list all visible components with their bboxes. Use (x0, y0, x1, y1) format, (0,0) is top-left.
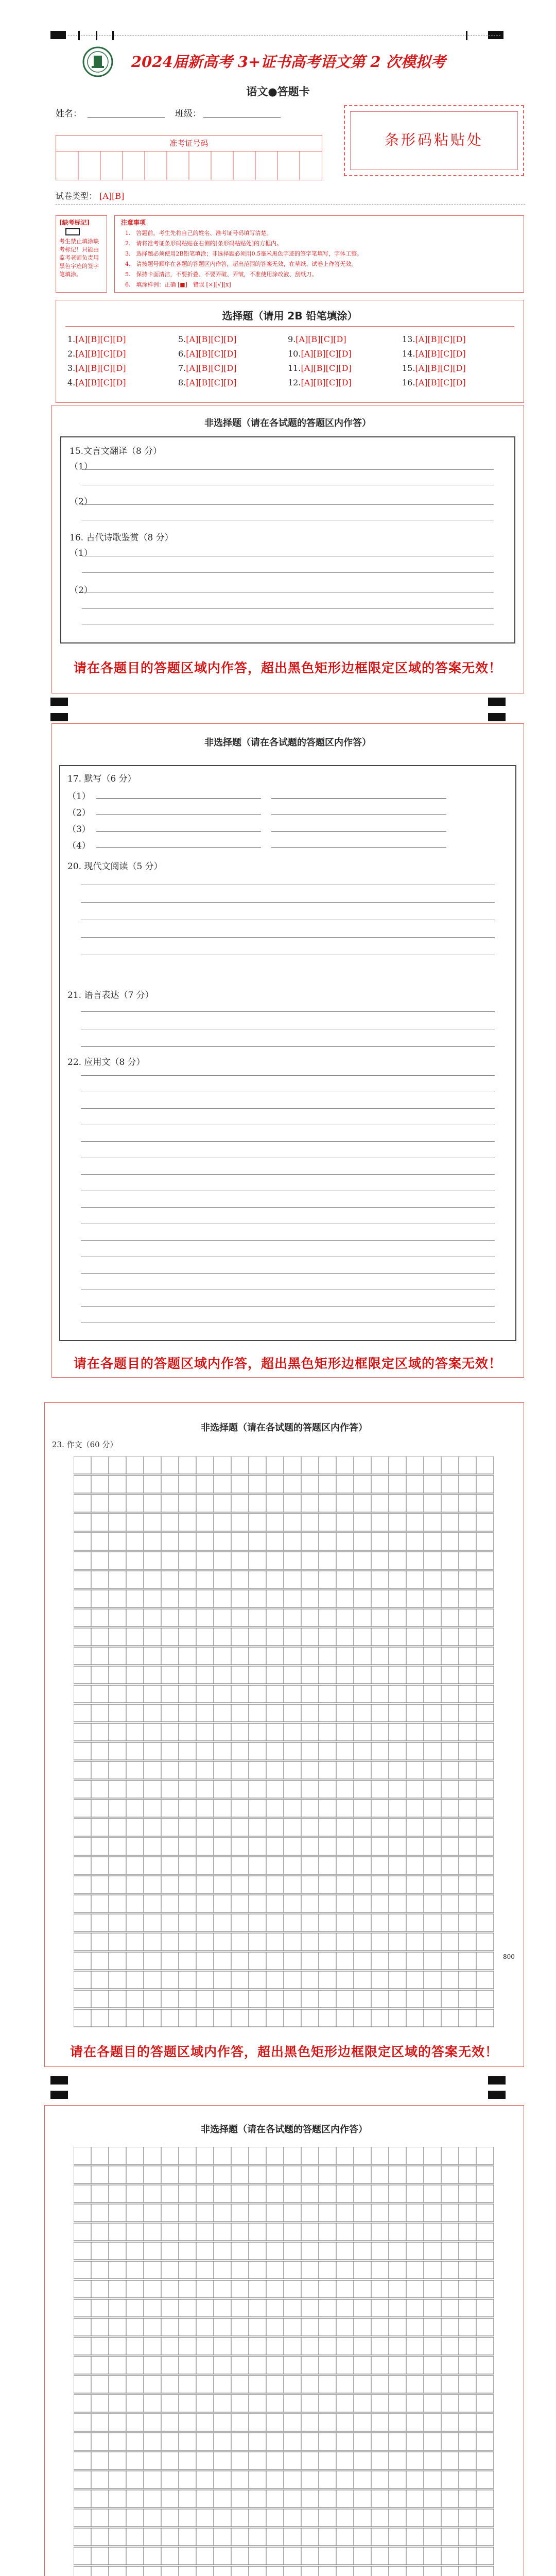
section-title: 非选择题（请在各试题的答题区内作答） (204, 418, 371, 429)
notice-item: 3. 选择题必须使用2B铅笔填涂；非选择题必须用0.5毫米黑色字迹的签字笔填写，字体工整。 (125, 250, 363, 257)
q17-part-3: （3） (67, 824, 91, 835)
notice-title: 注意事项 (121, 219, 146, 226)
q17-part-1: （1） (67, 791, 91, 802)
choice-item[interactable]: 16.[A][B][C][D] (402, 378, 466, 387)
section-essay-continued (44, 2105, 524, 2576)
q20-title: 20. 现代文阅读（5 分） (67, 861, 163, 872)
exam-number-cells (56, 151, 322, 180)
word-count-marker: 800 (503, 1953, 515, 1960)
alignment-tick (466, 31, 467, 40)
choice-item[interactable]: 6.[A][B][C][D] (178, 349, 237, 359)
q15-part-1: （1） (70, 462, 93, 472)
name-label: 姓名： (56, 109, 82, 119)
answer-area[interactable] (59, 765, 516, 1341)
choice-item[interactable]: 3.[A][B][C][D] (67, 363, 126, 373)
q23-title: 23. 作文（60 分） (52, 1440, 118, 1449)
alignment-mark (488, 713, 506, 721)
card-subtitle: 语文●答题卡 (246, 85, 310, 98)
notice-item: 1. 答题前，考生先将自己的姓名、准考证号码填写清楚。 (125, 230, 272, 236)
section-title: 非选择题（请在各试题的答题区内作答） (201, 2124, 368, 2135)
alignment-tick (78, 31, 80, 40)
footer-warning: 请在各题目的答题区域内作答，超出黑色矩形边框限定区域的答案无效！ (73, 1356, 502, 1371)
choice-item[interactable]: 2.[A][B][C][D] (67, 349, 126, 359)
notice-box (114, 215, 524, 293)
alignment-mark (488, 2076, 506, 2084)
q15-part-2: （2） (70, 497, 93, 507)
q17-title: 17. 默写（6 分） (67, 774, 136, 784)
alignment-mark (50, 31, 66, 39)
notice-list (125, 228, 362, 290)
name-field[interactable] (88, 117, 165, 118)
alignment-mark (50, 698, 68, 706)
exam-number-grid[interactable] (56, 135, 322, 180)
absent-mark-box[interactable] (65, 228, 80, 235)
q22-title: 22. 应用文（8 分） (67, 1057, 145, 1067)
choice-section (56, 300, 524, 403)
choice-item[interactable]: 14.[A][B][C][D] (402, 349, 466, 359)
choice-item[interactable]: 11.[A][B][C][D] (288, 363, 352, 373)
q16-title: 16. 古代诗歌鉴赏（8 分） (70, 533, 173, 543)
choice-item[interactable]: 13.[A][B][C][D] (402, 334, 466, 344)
absent-title: [缺考标记] (59, 219, 90, 226)
alignment-mark (488, 2091, 506, 2099)
absent-text: 考生禁止填涂缺考标记！只能由监考老师负责用黑色字迹的签字笔填涂。 (59, 238, 99, 278)
notice-item: 2. 请将准考证条形码粘贴在右侧的[条形码粘贴处]的方框内。 (125, 240, 283, 247)
choice-item[interactable]: 4.[A][B][C][D] (67, 378, 126, 387)
section-title: 非选择题（请在各试题的答题区内作答） (204, 737, 371, 748)
essay-grid[interactable] (74, 2147, 497, 2576)
q16-part-1: （1） (70, 548, 93, 558)
choice-title: 选择题（请用 2B 铅笔填涂） (222, 310, 358, 322)
barcode-area (344, 105, 524, 176)
exam-number-label: 准考证号码 (169, 139, 208, 148)
choice-item[interactable]: 10.[A][B][C][D] (288, 349, 352, 359)
choice-item[interactable]: 7.[A][B][C][D] (178, 363, 237, 373)
choice-item[interactable]: 15.[A][B][C][D] (402, 363, 466, 373)
notice-item: 6. 填涂样例：正确 [■] 错误 [×][√][ⅹ] (125, 281, 231, 288)
alignment-mark (50, 713, 68, 721)
choice-item[interactable]: 8.[A][B][C][D] (178, 378, 237, 387)
section-title: 非选择题（请在各试题的答题区内作答） (201, 1422, 368, 1433)
q16-part-2: （2） (70, 585, 93, 596)
section-q17-22 (51, 723, 524, 1378)
paper-type-options[interactable]: [A][B] (99, 191, 125, 201)
q17-part-4: （4） (67, 841, 91, 851)
essay-grid[interactable] (74, 1456, 497, 2030)
notice-item: 5. 保持卡面清洁，不要折叠、不要弄破、弄皱，不准使用涂改液、刮纸刀。 (125, 271, 318, 278)
absent-box (56, 215, 107, 293)
section-q15-16 (51, 405, 524, 693)
footer-warning: 请在各题目的答题区域内作答，超出黑色矩形边框限定区域的答案无效！ (70, 2044, 498, 2059)
alignment-mark (488, 698, 506, 706)
alignment-tick (96, 31, 97, 40)
choice-item[interactable]: 5.[A][B][C][D] (178, 334, 237, 344)
class-field[interactable] (203, 117, 281, 118)
section-q23 (44, 1402, 524, 2067)
footer-warning: 请在各题目的答题区域内作答，超出黑色矩形边框限定区域的答案无效！ (73, 660, 502, 675)
q21-title: 21. 语言表达（7 分） (67, 990, 154, 1001)
dashed-rule (56, 204, 525, 205)
alignment-mark (50, 2076, 68, 2084)
choice-item[interactable]: 12.[A][B][C][D] (288, 378, 352, 387)
barcode-label: 条形码粘贴处 (384, 131, 483, 148)
notice-item: 4. 请按题号顺序在各题的答题区内作答，超出范围的答案无效，在草纸、试卷上作答无效。 (125, 261, 357, 267)
q15-title: 15.文言文翻译（8 分） (70, 446, 162, 456)
answer-area[interactable] (60, 436, 515, 643)
class-label: 班级： (175, 109, 201, 119)
school-logo (82, 46, 113, 77)
choice-item[interactable]: 9.[A][B][C][D] (288, 334, 346, 344)
alignment-tick (112, 31, 114, 40)
exam-title: 2024届新高考 3+证书高考语文第 2 次模拟考 (131, 53, 446, 71)
choice-item[interactable]: 1.[A][B][C][D] (67, 334, 126, 344)
alignment-mark (50, 2091, 68, 2099)
q17-part-2: （2） (67, 808, 91, 818)
dashed-rule (68, 35, 500, 36)
paper-type (56, 190, 124, 201)
paper-type-label: 试卷类型： (56, 191, 97, 201)
